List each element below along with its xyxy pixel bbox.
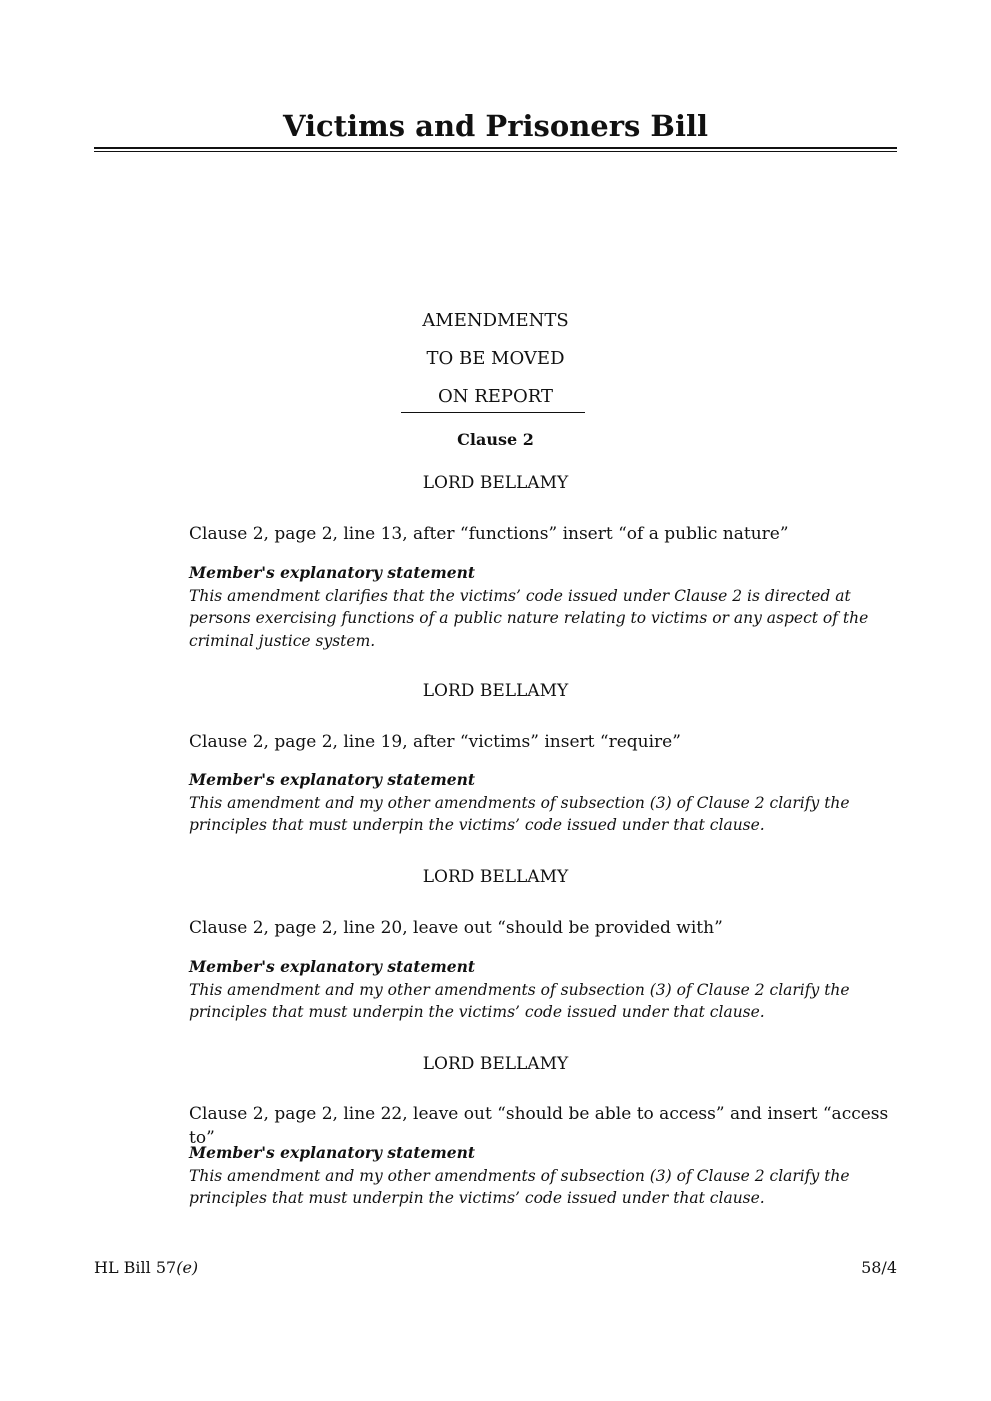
heading-line-2: TO BE MOVED: [426, 348, 565, 369]
amendment-4-statement: [189, 1142, 894, 1210]
footer-bill-number: HL Bill 57: [94, 1258, 177, 1277]
amendments-heading: [0, 302, 991, 416]
clause-heading: Clause 2: [457, 430, 534, 449]
heading-rule: [401, 412, 585, 413]
amendment-2-member: LORD BELLAMY: [422, 681, 569, 701]
heading-line-1: AMENDMENTS: [422, 310, 569, 331]
amendment-1-statement-body: This amendment clarifies that the victims’ code issued under Clause 2 is directed at persons exercising functions of a public nature relating to victims or any aspect of the criminal justice system.: [189, 586, 869, 650]
title-rule-thick: [94, 147, 897, 149]
amendment-1-statement-title: Member's explanatory statement: [189, 563, 476, 582]
heading-line-3: ON REPORT: [437, 386, 554, 407]
document-title: Victims and Prisoners Bill: [282, 109, 708, 143]
amendment-4-statement-body: This amendment and my other amendments of subsection (3) of Clause 2 clarify the principles that must underpin the victims’ code issued under that clause.: [189, 1166, 850, 1207]
amendment-3-statement-title: Member's explanatory statement: [189, 957, 476, 976]
amendment-3-text: Clause 2, page 2, line 20, leave out “should be provided with”: [189, 918, 723, 938]
amendment-3-member: LORD BELLAMY: [422, 867, 569, 887]
footer-bill-reference: [94, 1257, 198, 1279]
amendment-1-text: Clause 2, page 2, line 13, after “functions” insert “of a public nature”: [189, 524, 789, 544]
amendment-2-statement: [189, 769, 894, 837]
amendment-1-statement: [189, 562, 894, 652]
footer-page-reference: 58/4: [861, 1258, 897, 1277]
amendment-3-statement-body: This amendment and my other amendments of subsection (3) of Clause 2 clarify the principles that must underpin the victims’ code issued under that clause.: [189, 980, 850, 1021]
amendment-1-member: LORD BELLAMY: [422, 473, 569, 493]
amendment-2-statement-title: Member's explanatory statement: [189, 770, 476, 789]
amendment-4-statement-title: Member's explanatory statement: [189, 1143, 476, 1162]
amendment-4-member: LORD BELLAMY: [422, 1054, 569, 1074]
amendment-3-statement: [189, 956, 894, 1024]
amendment-4-text: Clause 2, page 2, line 22, leave out “should be able to access” and insert “access to”: [189, 1104, 889, 1148]
title-rule-thin: [94, 151, 897, 152]
footer-bill-suffix: (e): [176, 1258, 199, 1277]
amendment-2-text: Clause 2, page 2, line 19, after “victims” insert “require”: [189, 732, 681, 752]
amendment-2-statement-body: This amendment and my other amendments of subsection (3) of Clause 2 clarify the principles that must underpin the victims’ code issued under that clause.: [189, 793, 850, 834]
